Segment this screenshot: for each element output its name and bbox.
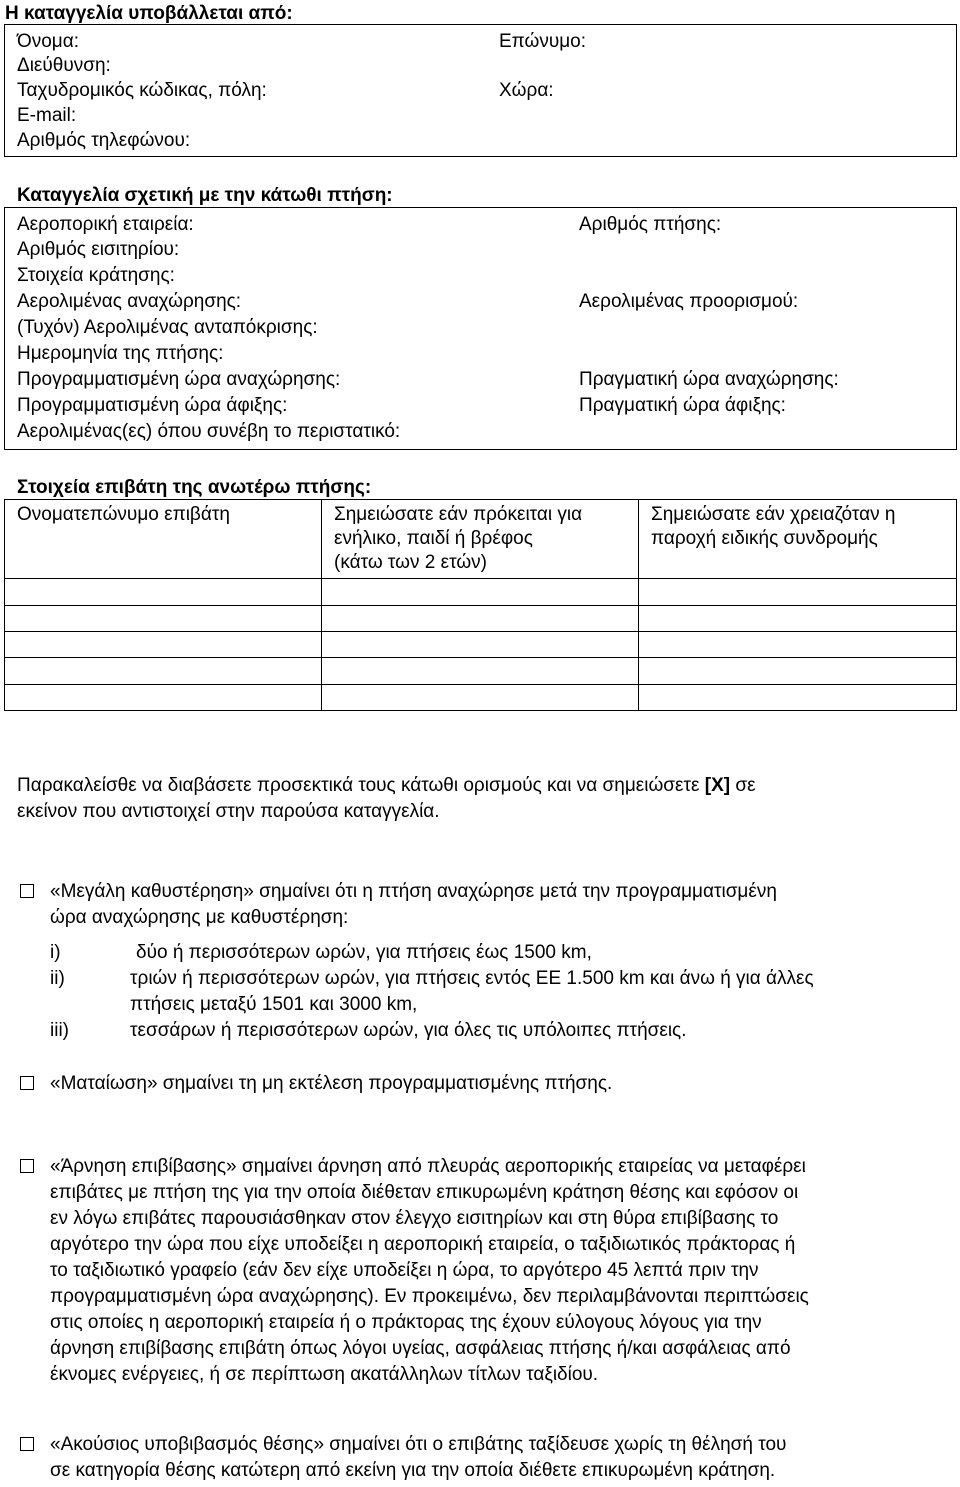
col-header-line: ενήλικο, παιδί ή βρέφος [334, 528, 533, 549]
table-row-divider [4, 631, 957, 632]
instructions-mark: [X] [704, 775, 731, 796]
denied-text-line: «Άρνηση επιβίβασης» σημαίνει άρνηση από πλευράς αεροπορικής εταιρείας να μεταφέρει [50, 1156, 806, 1177]
instructions-line-2: εκείνον που αντιστοιχεί στην παρούσα καταγγελία. [17, 801, 440, 822]
table-row-divider [4, 578, 957, 579]
destination-airport-label: Αερολιμένας προορισμού: [579, 291, 799, 312]
delay-item-text: τριών ή περισσότερων ωρών, για πτήσεις εντός ΕΕ 1.500 km και άνω ή για άλλες [130, 968, 814, 989]
denied-text-line: άρνηση επιβίβασης επιβάτη όπως λόγοι υγείας, ασφάλειας πτήσης ή/και ασφάλειας από [50, 1338, 791, 1359]
denied-text-line: το ταξιδιωτικό γραφείο (εάν δεν είχε υποδείξει η ώρα, το αργότερο 45 λεπτά πριν την [50, 1260, 759, 1281]
table-row-divider [4, 657, 957, 658]
departure-airport-label: Αερολιμένας αναχώρησης: [17, 291, 242, 312]
denied-text-line: επιβάτες με πτήση της για την οποία διέθεταν επικυρωμένη κράτηση θέσης και εφόσον οι [50, 1182, 799, 1203]
actual-arrival-label: Πραγματική ώρα άφιξης: [579, 395, 786, 416]
actual-departure-label: Πραγματική ώρα αναχώρησης: [579, 369, 839, 390]
denied-boarding-checkbox[interactable] [20, 1159, 34, 1173]
cancellation-text: «Ματαίωση» σημαίνει τη μη εκτέλεση προγραμματισμένης πτήσης. [50, 1073, 613, 1094]
col-header-line: Σημειώσατε εάν πρόκειται για [334, 504, 583, 525]
col-header-passenger-name: Ονοματεπώνυμο επιβάτη [17, 504, 230, 525]
col-header-line: Σημειώσατε εάν χρειαζόταν η [651, 504, 896, 525]
denied-text-line: στις οποίες η αεροπορική εταιρεία ή ο πράκτορας της έχουν εύλογους λόγους για την [50, 1312, 762, 1333]
denied-text-line: έκνομες ενέργειες, ή σε περίπτωση ακατάλληλων τίτλων ταξιδίου. [50, 1364, 599, 1385]
col-header-special-assistance [651, 503, 895, 551]
submitter-heading: Η καταγγελία υποβάλλεται από: [5, 3, 293, 24]
flight-number-label: Αριθμός πτήσης: [579, 214, 722, 235]
airline-label: Αεροπορική εταιρεία: [17, 214, 194, 235]
phone-label: Αριθμός τηλεφώνου: [17, 130, 191, 151]
downgrade-text-line: σε κατηγορία θέσης κατώτερη από εκείνη για την οποία διέθετε επικυρωμένη κράτηση. [50, 1460, 776, 1481]
instructions-text: Παρακαλείσθε να διαβάσετε προσεκτικά τους κάτωθι ορισμούς και να σημειώσετε [17, 775, 705, 796]
delay-item-number: ii) [50, 968, 65, 989]
instructions-text: σε [730, 775, 756, 796]
first-name-label: Όνομα: [17, 31, 79, 52]
booking-label: Στοιχεία κράτησης: [17, 265, 175, 286]
connecting-airport-label: (Τυχόν) Αερολιμένας ανταπόκρισης: [17, 317, 318, 338]
instructions-line-1 [17, 773, 756, 799]
passengers-heading: Στοιχεία επιβάτη της ανωτέρω πτήσης: [17, 477, 372, 498]
delay-checkbox[interactable] [20, 884, 34, 898]
cancellation-checkbox[interactable] [20, 1076, 34, 1090]
incident-airports-label: Αερολιμένας(ες) όπου συνέβη το περιστατικό: [17, 421, 401, 442]
downgrade-text-line: «Ακούσιος υποβιβασμός θέσης» σημαίνει ότι ο επιβάτης ταξίδευσε χωρίς τη θέλησή του [50, 1434, 787, 1455]
denied-text-line: αργότερο την ώρα που είχε υποδείξει η αεροπορική εταιρεία, ο ταξιδιωτικός πράκτορας ή [50, 1234, 796, 1255]
denied-text-line: προγραμματισμένη ώρα αναχώρησης). Εν προκειμένω, δεν περιλαμβάνονται περιπτώσεις [50, 1286, 809, 1307]
postal-city-label: Ταχυδρομικός κώδικας, πόλη: [17, 80, 267, 101]
denied-text-line: εν λόγω επιβάτες παρουσιάσθηκαν στον έλεγχο εισιτηρίων και στη θύρα επιβίβασης το [50, 1208, 779, 1229]
col-header-line: παροχή ειδικής συνδρομής [651, 528, 878, 549]
email-label: E-mail: [17, 105, 77, 126]
flight-heading: Καταγγελία σχετική με την κάτωθι πτήση: [17, 185, 393, 206]
col-header-line: (κάτω των 2 ετών) [334, 552, 487, 573]
scheduled-departure-label: Προγραμματισμένη ώρα αναχώρησης: [17, 369, 341, 390]
delay-item-number: iii) [50, 1020, 69, 1041]
address-label: Διεύθυνση: [17, 55, 111, 76]
delay-item-text: τεσσάρων ή περισσότερων ωρών, για όλες τις υπόλοιπες πτήσεις. [130, 1020, 687, 1041]
delay-text-line: «Μεγάλη καθυστέρηση» σημαίνει ότι η πτήση αναχώρησε μετά την προγραμματισμένη [50, 881, 777, 902]
col-header-age-category [334, 503, 582, 575]
scheduled-arrival-label: Προγραμματισμένη ώρα άφιξης: [17, 395, 288, 416]
last-name-label: Επώνυμο: [499, 31, 587, 52]
delay-item-number: i) [50, 942, 61, 963]
delay-text-line: ώρα αναχώρησης με καθυστέρηση: [50, 907, 349, 928]
downgrade-checkbox[interactable] [20, 1437, 34, 1451]
country-label: Χώρα: [499, 80, 554, 101]
flight-date-label: Ημερομηνία της πτήσης: [17, 343, 224, 364]
ticket-number-label: Αριθμός εισιτηρίου: [17, 239, 180, 260]
delay-item-text: πτήσεις μεταξύ 1501 και 3000 km, [130, 994, 418, 1015]
delay-item-text: δύο ή περισσότερων ωρών, για πτήσεις έως 1500 km, [136, 942, 592, 963]
table-row-divider [4, 605, 957, 606]
table-row-divider [4, 684, 957, 685]
